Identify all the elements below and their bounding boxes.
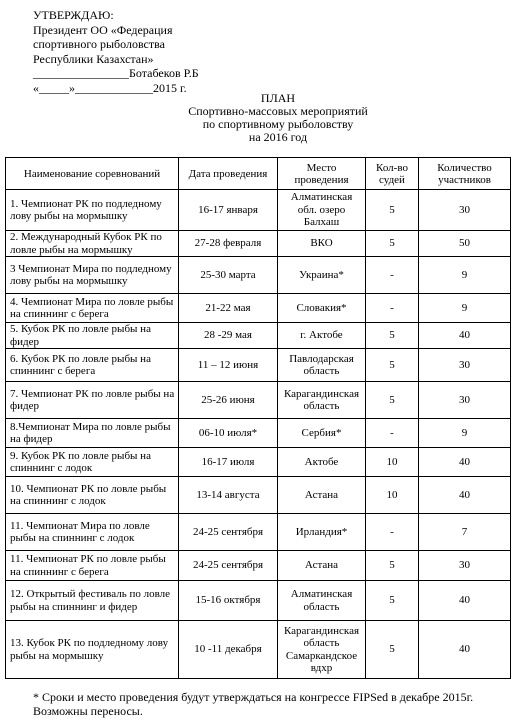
table-row [6,477,511,514]
table-row [6,581,511,621]
footnote-line-2: Возможны переносы. [33,704,143,718]
cell-judges: 5 [366,551,419,581]
cell-place: Карагандинская область Самаркандское вдхр [278,621,366,679]
approval-position: Президент ОО «Федерация [33,22,173,37]
cell-participants: 9 [419,419,511,448]
footnote [33,690,473,718]
title-main: ПЛАН [260,91,296,105]
cell-judges: 5 [366,190,419,231]
cell-place: Актобе [278,448,366,477]
cell-event-name: 4. Чемпионат Мира по ловле рыбы на спиннинг с берега [6,294,179,323]
cell-judges: - [366,419,419,448]
cell-participants: 7 [419,514,511,551]
cell-participants: 40 [419,448,511,477]
cell-event-name: 12. Открытый фестиваль по ловле рыбы на спиннинг и фидер [6,581,179,621]
cell-date: 24-25 сентября [179,514,278,551]
cell-judges: 5 [366,349,419,382]
cell-judges: 5 [366,621,419,679]
cell-judges: - [366,294,419,323]
cell-judges: 10 [366,448,419,477]
title-line-3: по спортивному рыболовству [202,117,354,131]
cell-event-name: 11. Чемпионат РК по ловле рыбы на спиннинг с берега [6,551,179,581]
cell-judges: 5 [366,382,419,419]
cell-participants: 50 [419,231,511,257]
approval-heading: УТВЕРЖДАЮ: [33,8,114,22]
header-judges: Кол-во судей [366,158,419,190]
table-row [6,448,511,477]
cell-place: Ирландия* [278,514,366,551]
cell-date: 16-17 июля [179,448,278,477]
cell-place: Астана [278,551,366,581]
table-row [6,621,511,679]
cell-participants: 30 [419,349,511,382]
cell-place: Карагандинская область [278,382,366,419]
header-date: Дата проведения [179,158,278,190]
table-row [6,382,511,419]
cell-participants: 40 [419,581,511,621]
approval-signature: ________________Ботабеков Р.Б [33,66,199,80]
cell-place: Алматинская обл. озеро Балхаш [278,190,366,231]
cell-event-name: 11. Чемпионат Мира по ловле рыбы на спиннинг с лодок [6,514,179,551]
table-row [6,514,511,551]
cell-participants: 30 [419,382,511,419]
cell-event-name: 8.Чемпионат Мира по ловле рыбы на фидер [6,419,179,448]
title-line-4: на 2016 год [248,130,308,144]
cell-event-name: 5. Кубок РК по ловле рыбы на фидер [6,323,179,349]
table-row [6,294,511,323]
approval-organization: спортивного рыболовства [33,37,165,51]
cell-participants: 40 [419,621,511,679]
cell-event-name: 13. Кубок РК по подледному лову рыбы на мормышку [6,621,179,679]
cell-place: Сербия* [278,419,366,448]
cell-participants: 30 [419,190,511,231]
cell-judges: - [366,514,419,551]
title-line-2: Спортивно-массовых мероприятий [188,104,368,118]
cell-place: Украина* [278,257,366,294]
cell-event-name: 9. Кубок РК по ловле рыбы на спиннинг с лодок [6,448,179,477]
cell-date: 11 – 12 июня [179,349,278,382]
cell-place: Словакия* [278,294,366,323]
cell-date: 25-26 июня [179,382,278,419]
cell-date: 21-22 мая [179,294,278,323]
cell-event-name: 10. Чемпионат РК по ловле рыбы на спиннинг с лодок [6,477,179,514]
cell-place: Алматинская область [278,581,366,621]
cell-participants: 40 [419,323,511,349]
table-row [6,551,511,581]
cell-event-name: 2. Международный Кубок РК по ловле рыбы на мормышку [6,231,179,257]
cell-participants: 30 [419,551,511,581]
cell-event-name: 3 Чемпионат Мира по подледному лову рыбы на мормышку [6,257,179,294]
cell-event-name: 6. Кубок РК по ловле рыбы на спиннинг с берега [6,349,179,382]
cell-event-name: 7. Чемпионат РК по ловле рыбы на фидер [6,382,179,419]
table-row [6,231,511,257]
approval-block [33,8,199,95]
table-header-row [6,158,511,190]
cell-judges: 5 [366,323,419,349]
cell-date: 15-16 октября [179,581,278,621]
header-place: Место проведения [278,158,366,190]
cell-event-name: 1. Чемпионат РК по подледному лову рыбы на мормышку [6,190,179,231]
events-table [5,157,511,679]
cell-place: г. Актобе [278,323,366,349]
cell-place: Павлодарская область [278,349,366,382]
cell-judges: - [366,257,419,294]
cell-place: ВКО [278,231,366,257]
document-title [0,92,516,144]
cell-participants: 9 [419,294,511,323]
cell-participants: 40 [419,477,511,514]
table-row [6,323,511,349]
cell-date: 10 -11 декабря [179,621,278,679]
header-name: Наименование соревнований [6,158,179,190]
cell-judges: 5 [366,581,419,621]
cell-date: 28 -29 мая [179,323,278,349]
cell-judges: 10 [366,477,419,514]
table-row [6,257,511,294]
cell-date: 25-30 марта [179,257,278,294]
cell-date: 27-28 февраля [179,231,278,257]
cell-date: 24-25 сентября [179,551,278,581]
cell-judges: 5 [366,231,419,257]
cell-date: 16-17 января [179,190,278,231]
cell-date: 06-10 июля* [179,419,278,448]
approval-date: «_____»_____________2015 г. [33,80,187,95]
header-participants: Количество участников [419,158,511,190]
table-row [6,190,511,231]
footnote-line-1: * Сроки и место проведения будут утверждаться на конгрессе FIPSed в декабре 2015г. [33,690,474,704]
cell-date: 13-14 августа [179,477,278,514]
cell-participants: 9 [419,257,511,294]
table-row [6,419,511,448]
table-row [6,349,511,382]
approval-country: Республики Казахстан» [33,51,154,66]
cell-place: Астана [278,477,366,514]
